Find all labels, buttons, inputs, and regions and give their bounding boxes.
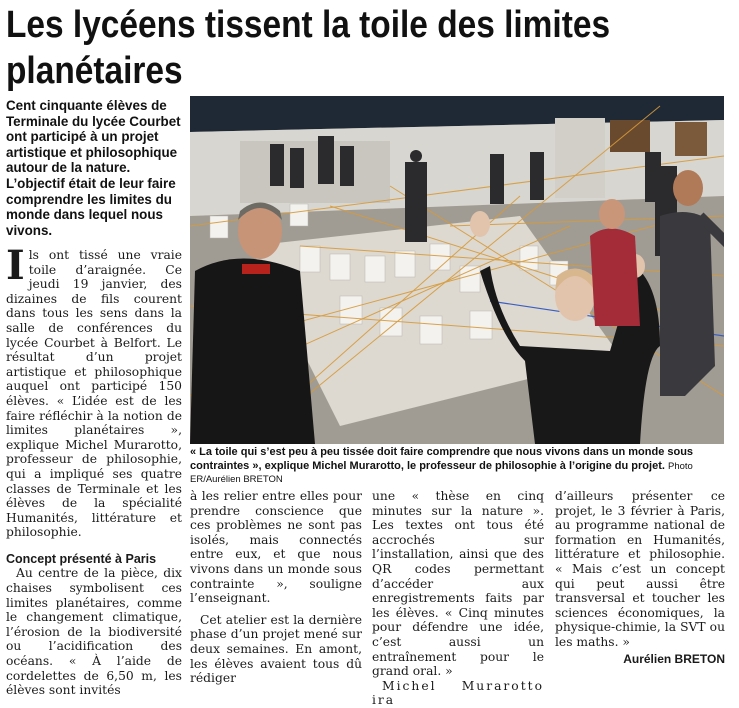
column-3 [372,489,544,708]
author-signature: Aurélien BRETON [623,651,725,666]
paragraph-2-end: à les relier entre elles pour prendre conscience que ces problèmes ne sont pas isolés, mais connectés entre eux, et que nous vivons dans un monde sous contrainte », souligne l’enseignant. [190,489,362,606]
article-photo [190,96,724,444]
photo-credit: Photo ER/Aurélien BRETON [190,460,693,485]
drop-cap: I [6,242,25,289]
headline: Les lycéens tissent la toile des limites planétaires [6,4,611,92]
column-1 [6,242,182,698]
paragraph-4-start: Michel Murarotto ira [372,678,544,708]
photo-caption [190,446,724,487]
subhead: Concept présenté à Paris [6,551,157,566]
column-4 [555,489,725,666]
caption-text: « La toile qui s’est peu à peu tissée doit faire comprendre que nous vivons dans un monde sous contraintes », explique Michel Murarotto, le professeur de philosophie à l’origine du projet. [190,446,694,472]
column-2 [190,489,362,686]
paragraph-3-end: une « thèse en cinq minutes sur la nature ». Les textes ont tous été accrochés sur l’installation, ainsi que des QR codes permettant d’accéder aux enregistrements faits par les élèves. « Cinq minutes pour défendre une idée, c’est aussi un entraînement pour le grand oral. » [372,489,544,679]
paragraph-3-start: Cet atelier est la dernière phase d’un projet mené sur deux semaines. En amont, les élèves avaient tous dû rédiger [190,612,362,686]
classroom-photo [190,96,724,444]
paragraph-1: ls ont tissé une vraie toile d’araignée. Ce jeudi 19 janvier, des dizaines de fils courent dans tous les sens dans la salle de conférences du lycée Courbet à Belfort. Le résultat d’un projet artistique et philosophique auquel ont participé 150 élèves. « L’idée est de les faire réfléchir à la notion de limites planétaires », explique Michel Murarotto, professeur de philosophie, qui a impliqué ses quatre classes de Terminale et les élèves de la spécialité Humanités, littérature et philosophie. [6,248,182,540]
paragraph-2-start: Au centre de la pièce, dix chaises symbolisent ces limites planétaires, comme le changement climatique, l’érosion de la biodiversité ou l’acidification des océans. « À l’aide de cordelettes de 6,50 m, les élèves sont invités [6,566,182,698]
article-lead: Cent cinquante élèves de Terminale du lycée Courbet ont participé à un projet artistique et philosophique autour de la nature. L’objectif était de leur faire comprendre les limites du monde dans lequel nous vivons. [6,98,181,238]
paragraph-4-end: d’ailleurs présenter ce projet, le 3 février à Paris, au programme national de formation en Humanités, littérature et philosophie. « Mais c’est un concept qui peut aussi être transversal et toucher les sciences économiques, la physique-chimie, la SVT ou les maths. » [555,489,725,649]
